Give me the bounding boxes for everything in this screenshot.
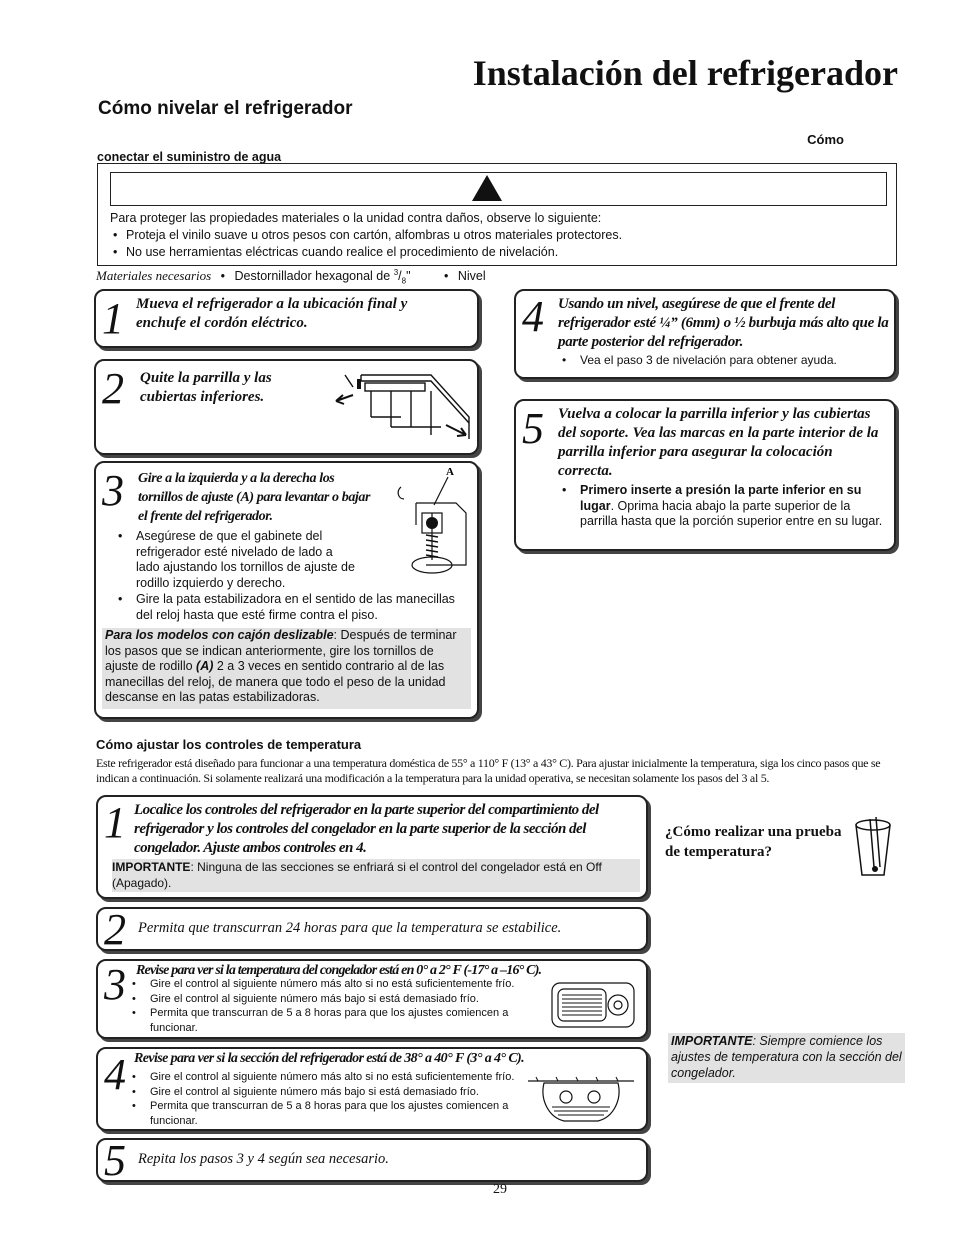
- leveling-step-1: [94, 289, 479, 348]
- section-heading-temperature: Cómo ajustar los controles de temperatura: [96, 737, 362, 752]
- material-item: Destornillador hexagonal de: [234, 269, 391, 284]
- temperature-test-question: ¿Cómo realizar una prueba de temperatura?: [665, 824, 842, 860]
- leveling-step-5: [514, 399, 896, 551]
- step-text: Usando un nivel, asegúrese de que el frente del refrigerador esté ¼” (6mm) o ½ burbuja más alto que la parte posterior del refrigerador.: [558, 296, 889, 350]
- step-bullet: • Permita que transcurran de 5 a 8 horas para que los ajustes comiencen a funcionar.: [128, 1099, 528, 1128]
- step-bullets: [128, 977, 548, 1035]
- step-number: 2: [102, 364, 124, 413]
- step-bullets: [114, 529, 359, 591]
- thermometer-glass-icon: [852, 815, 894, 879]
- materials-label: Materiales necesarios: [96, 268, 212, 284]
- step-bullet: • Gire el control al siguiente número más alto si no está suficientemente frío.: [128, 977, 548, 992]
- caution-intro: Para proteger las propiedades materiales o la unidad contra daños, observe lo siguiente:: [110, 211, 602, 225]
- refrigerator-control-diagram: [526, 1071, 636, 1125]
- step-number: 3: [102, 466, 124, 515]
- leveling-step-2: [94, 359, 479, 455]
- step-bullet: • Gire el control al siguiente número más bajo si está demasiado frío.: [128, 992, 548, 1007]
- material-item: Nivel: [457, 269, 486, 284]
- temperature-step-1: [96, 795, 648, 899]
- temperature-intro: Este refrigerador está diseñado para funcionar a una temperatura doméstica de 55° a 110° F (13° a 43° C). Para ajustar inicialmente la temperatura, siga los cinco pasos que se indican a continuación. Si solamente realizará una modificación a la temperatura para la unidad operativa, se necesitan solamente los pasos del 3 al 5.: [96, 756, 881, 785]
- heading-fragment-right: Cómo: [807, 132, 844, 147]
- caution-text: [110, 210, 885, 261]
- step-bullet: • Vea el paso 3 de nivelación para obtener ayuda.: [558, 353, 893, 369]
- step-bullet: • Primero inserte a presión la parte inferior en su lugar. Oprima hacia abajo la parte superior de la parrilla hasta que la porción superior entre en su lugar.: [558, 483, 883, 530]
- step-text: Permita que transcurran 24 horas para que la temperatura se estabilice.: [138, 920, 562, 936]
- materials-line: Materiales necesarios • Destornillador hexagonal de $^3/_8$" • Nivel: [96, 268, 486, 286]
- step-text: Repita los pasos 3 y 4 según sea necesario.: [138, 1151, 389, 1167]
- step-number: 3: [104, 960, 126, 1009]
- step-text: Mueva el refrigerador a la ubicación final y enchufe el cordón eléctrico.: [136, 296, 408, 331]
- step-number: 4: [522, 292, 544, 341]
- slide-drawer-note: Para los modelos con cajón deslizable: Después de terminar los pasos que se indican anteriormente, gire los tornillos de ajuste de rodillo (A) 2 a 3 veces en sentido contrario al de las manecillas del reloj, de manera que todo el peso de la unidad descanse en las patas estabilizadoras.: [102, 628, 471, 709]
- step-text: Localice los controles del refrigerador en la parte superior del compartimiento del refrigerador y los controles del congelador en la parte superior de la sección del congelador. Ajuste ambos controles en 4.: [134, 802, 599, 856]
- section-heading-leveling: Cómo nivelar el refrigerador: [98, 98, 353, 119]
- caution-bullet: • No use herramientas eléctricas cuando realice el procedimiento de nivelación.: [110, 244, 885, 261]
- step-bullet: • Asegúrese de que el gabinete del refrigerador esté nivelado de lado a lado ajustando los tornillos de ajuste de rodillo izquierdo y derecho.: [114, 529, 359, 591]
- temperature-step-3: [96, 959, 648, 1039]
- step-bullet: • Gire el control al siguiente número más alto si no está suficientemente frío.: [128, 1070, 528, 1085]
- adjustment-screw-diagram: [386, 465, 471, 583]
- step-bullets: [128, 1070, 528, 1128]
- grille-removal-diagram: [331, 367, 476, 447]
- step-bullet: • Gire la pata estabilizadora en el sentido de las manecillas del reloj hasta que esté firme contra el piso.: [114, 592, 474, 623]
- step-bullets: [558, 353, 893, 369]
- temperature-step-2: [96, 905, 648, 954]
- leveling-step-3: [94, 461, 479, 719]
- step-bullets: [558, 483, 883, 530]
- step-number: 5: [104, 1136, 126, 1185]
- note-label: Para los modelos con cajón deslizable: [105, 628, 334, 642]
- important-note: IMPORTANTE: Ninguna de las secciones se enfriará si el control del congelador está en Off (Apagado).: [112, 859, 640, 892]
- step-bullet: • Permita que transcurran de 5 a 8 horas para que los ajustes comiencen a funcionar.: [128, 1006, 548, 1035]
- step-number: 4: [104, 1050, 126, 1099]
- diagram-label-a: A: [446, 466, 454, 478]
- step-text: Revise para ver si la sección del refrigerador está de 38° a 40° F (3° a 4° C).: [134, 1051, 525, 1066]
- step-number: 5: [522, 404, 544, 453]
- step-bullets: [114, 592, 474, 623]
- step-text: Revise para ver si la temperatura del congelador está en 0° a 2° F (-17° a –16° C).: [136, 963, 542, 978]
- temperature-step-5: [96, 1136, 648, 1185]
- important-label: IMPORTANTE: [112, 860, 191, 874]
- step-bullet: • Gire el control al siguiente número más bajo si está demasiado frío.: [128, 1085, 528, 1100]
- leveling-step-4: [514, 289, 896, 379]
- page-number: 29: [493, 1182, 507, 1197]
- heading-fragment-left: conectar el suministro de agua: [97, 150, 282, 164]
- caution-bullet: • Proteja el vinilo suave u otros pesos con cartón, alfombras u otros materiales protectores.: [110, 227, 885, 244]
- side-important-note: IMPORTANTE: Siempre comience los ajustes de temperatura con la sección del congelador.: [668, 1033, 905, 1083]
- step-text: Vuelva a colocar la parrilla inferior y las cubiertas del soporte. Vea las marcas en la parte interior de la parrilla inferior para asegurar la colocación correcta.: [558, 406, 879, 479]
- freezer-control-diagram: [546, 977, 638, 1033]
- page-title: Instalación del refrigerador: [472, 53, 898, 93]
- warning-triangle-icon: [471, 174, 503, 202]
- important-label: IMPORTANTE: [671, 1034, 753, 1048]
- step-number: 1: [104, 798, 126, 847]
- step-text: Quite la parrilla y las cubiertas inferiores.: [140, 370, 272, 405]
- step-text: Gire a la izquierda y a la derecha los tornillos de ajuste (A) para levantar o bajar el frente del refrigerador.: [138, 471, 371, 524]
- step-number: 1: [102, 294, 124, 343]
- temperature-step-4: [96, 1047, 648, 1131]
- step-number: 2: [104, 905, 126, 954]
